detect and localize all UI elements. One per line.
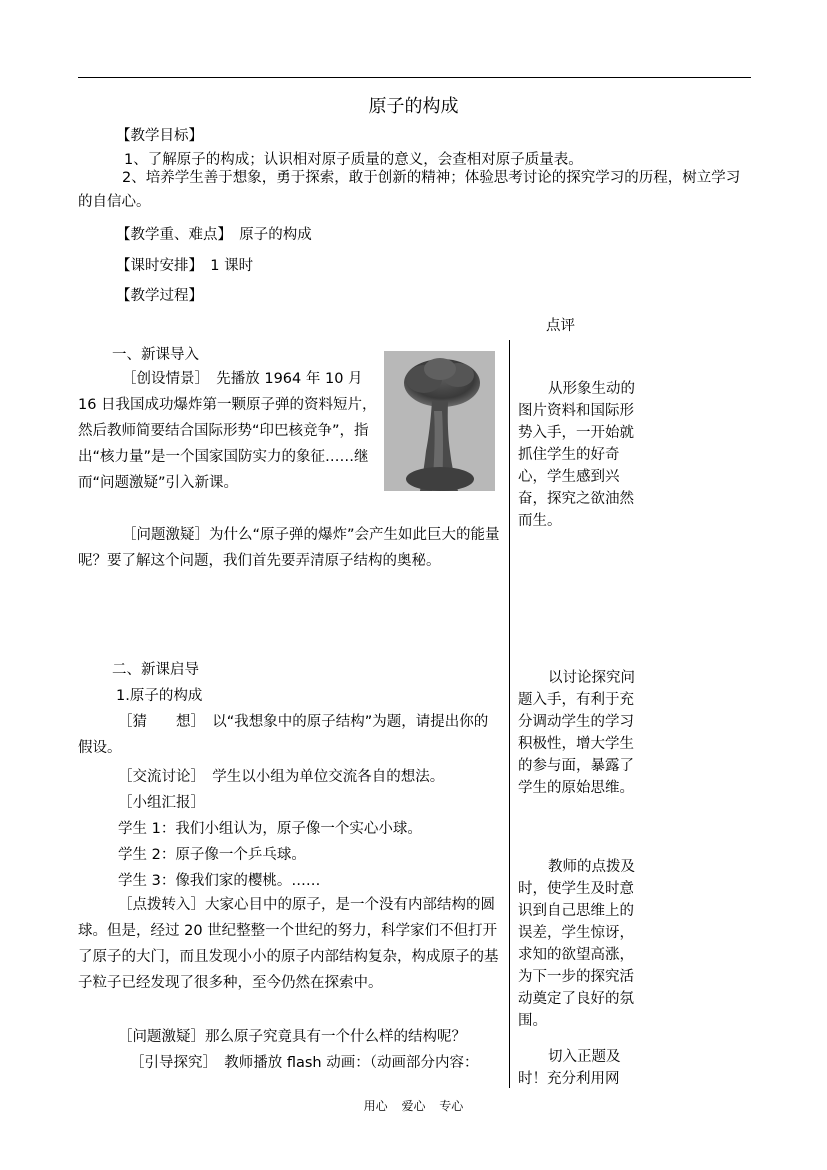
comment-4: 切入正题及时！充分利用网 [518, 1049, 621, 1087]
student-1: 学生 1：我们小组认为，原子像一个实心小球。 [118, 821, 422, 837]
schedule: 【课时安排】 1 课时 [116, 258, 254, 274]
column-divider [509, 340, 510, 1088]
section2-guess: ［猜 想］ 以“我想象中的原子结构”为题，请提出你的假设。 [78, 714, 489, 756]
comment-3: 教师的点拨及时，使学生及时意识到自己思维上的误差，学生惊讶，求知的欲望高涨，为下一步的探究活动奠定了良好的氛围。 [518, 859, 635, 1029]
header-rule [78, 77, 751, 78]
student-2: 学生 2：原子像一个乒乓球。 [118, 847, 306, 863]
student-3: 学生 3：像我们家的樱桃。…… [118, 873, 321, 889]
process-heading: 【教学过程】 [116, 288, 203, 304]
comment-1: 从形象生动的图片资料和国际形势入手，一开始就抓住学生的好奇心，学生感到兴奋，探究之欲油然而生。 [518, 381, 635, 529]
section1-intro: ［创设情景］ 先播放 1964 年 10 月 16 日我国成功爆炸第一颗原子弹的资料短片，然后教师简要结合国际形势“印巴核竞争”，指出“核力量”是一个国家国防实力的象征……继而“问题激疑”引入新课。 [78, 371, 377, 491]
objective-1: 1、了解原子的构成；认识相对原子质量的意义，会查相对原子质量表。 [124, 152, 583, 168]
section1-question: ［问题激疑］为什么“原子弹的爆炸”会产生如此巨大的能量呢？要了解这个问题，我们首先要弄清原子结构的奥秘。 [78, 527, 500, 569]
section2-question2: ［问题激疑］那么原子究竟具有一个什么样的结构呢？ [118, 1029, 466, 1045]
section2-discuss: ［交流讨论］ 学生以小组为单位交流各自的想法。 [118, 769, 445, 785]
section2-report: ［小组汇报］ [118, 795, 205, 811]
key-points: 【教学重、难点】 原子的构成 [116, 227, 312, 243]
objectives-heading: 【教学目标】 [116, 128, 203, 144]
section1-heading: 一、新课导入 [112, 347, 199, 363]
page-title: 原子的构成 [368, 96, 459, 117]
section2-turn: ［点拨转入］大家心目中的原子，是一个没有内部结构的圆球。但是，经过 20 世纪整整一个世纪的努力，科学家们不但打开了原子的大门，而且发现小小的原子内部结构复杂，构成原子的基子粒子已经发现了很多种，至今仍然在探索中。 [78, 897, 499, 991]
comment-2: 以讨论探究问题入手，有利于充分调动学生的学习积极性，增大学生的参与面，暴露了学生的原始思维。 [518, 670, 635, 796]
comment-heading: 点评 [546, 318, 575, 334]
footer: 用心 爱心 专心 [363, 1099, 464, 1113]
section2-guide: ［引导探究］ 教师播放 flash 动画：（动画部分内容： [130, 1055, 479, 1071]
section2-sub1: 1.原子的构成 [116, 688, 203, 704]
objective-2: 2、培养学生善于想象，勇于探索，敢于创新的精神；体验思考讨论的探究学习的历程，树立学习的自信心。 [78, 170, 741, 210]
section2-heading: 二、新课启导 [112, 662, 199, 678]
atomic-bomb-photo [384, 351, 495, 491]
